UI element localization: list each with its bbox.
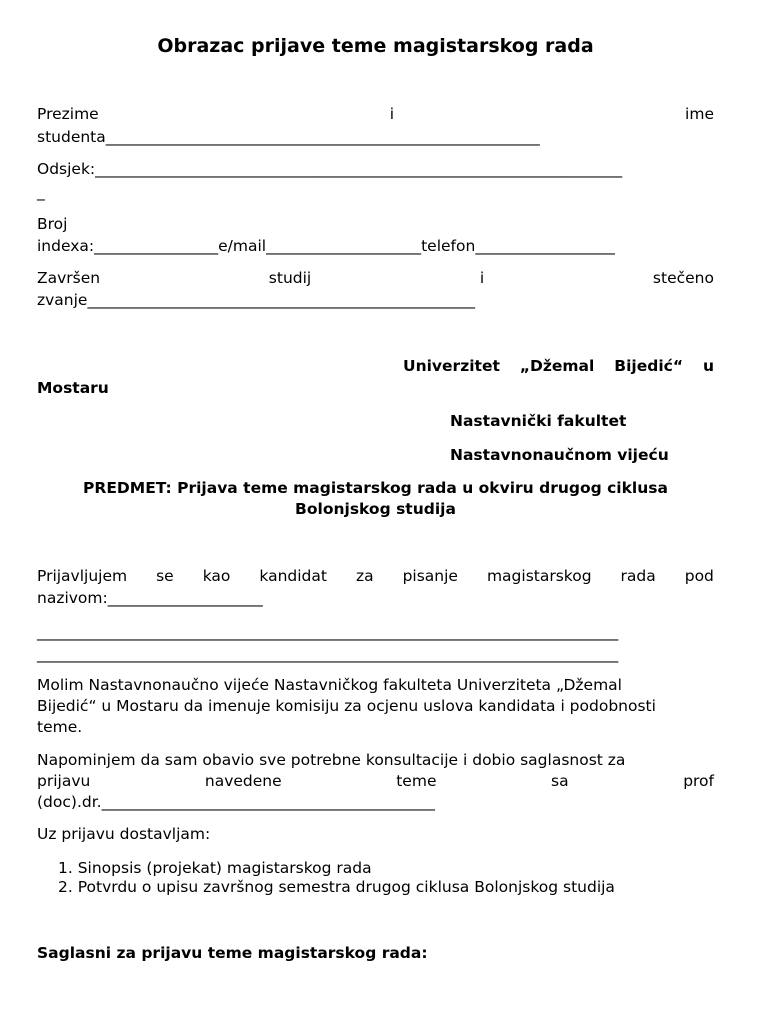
department-field-overflow: _: [37, 183, 45, 201]
council-name: Nastavnonaučnom vijeću: [450, 446, 669, 464]
word: stečeno: [652, 269, 714, 287]
university-city: Mostaru: [37, 379, 109, 397]
index-email-phone-fields[interactable]: indexa:________________e/mail____________________telefon__________________: [37, 237, 615, 255]
request-line-1: Molim Nastavnonaučno vijeće Nastavničkog fakulteta Univerziteta „Džemal: [37, 676, 622, 694]
word: rada: [620, 567, 656, 585]
subject-line-1: PREDMET: Prijava teme magistarskog rada u okviru drugog ciklusa: [83, 479, 668, 497]
attachments-intro: Uz prijavu dostavljam:: [37, 825, 211, 843]
list-item: 1. Sinopsis (projekat) magistarskog rada: [58, 859, 372, 877]
university-line: [403, 356, 714, 376]
word: Završen: [37, 269, 101, 287]
word: Bijedić“: [614, 357, 684, 375]
department-field[interactable]: Odsjek:____________________________________________________________________: [37, 160, 623, 178]
degree-field[interactable]: zvanje__________________________________________________: [37, 291, 475, 309]
faculty-name: Nastavnički fakultet: [450, 412, 627, 430]
subject-line-2: Bolonjskog studija: [295, 500, 456, 518]
word: studij: [268, 269, 312, 287]
word: Univerzitet: [403, 357, 500, 375]
word: i: [479, 269, 485, 287]
word: se: [156, 567, 174, 585]
word: i: [389, 105, 395, 123]
list-item: 2. Potvrdu o upisu završnog semestra drugog ciklusa Bolonjskog studija: [58, 878, 615, 896]
application-line-1: [37, 566, 714, 586]
word: kao: [202, 567, 231, 585]
thesis-title-blank-2[interactable]: ___________________________________________________________________________: [37, 645, 619, 663]
word: navedene: [204, 772, 282, 790]
word: kandidat: [259, 567, 327, 585]
word: ime: [685, 105, 714, 123]
word: teme: [396, 772, 437, 790]
word: pod: [684, 567, 714, 585]
degree-label-line: [37, 268, 714, 288]
word: magistarskog: [486, 567, 592, 585]
word: pisanje: [402, 567, 458, 585]
student-name-field[interactable]: studenta________________________________________________________: [37, 128, 540, 146]
thesis-title-field[interactable]: nazivom:____________________: [37, 589, 263, 607]
word: za: [355, 567, 374, 585]
mentor-field[interactable]: (doc).dr.___________________________________________: [37, 793, 435, 811]
word: Prezime: [37, 105, 99, 123]
student-name-label-line: [37, 104, 714, 124]
word: Prijavljujem: [37, 567, 128, 585]
word: u: [702, 357, 714, 375]
request-line-3: teme.: [37, 718, 83, 736]
thesis-title-blank-1[interactable]: ___________________________________________________________________________: [37, 623, 619, 641]
approval-heading: Saglasni za prijavu teme magistarskog rada:: [37, 944, 428, 962]
word: sa: [551, 772, 569, 790]
request-line-2: Bijedić“ u Mostaru da imenuje komisiju za ocjenu uslova kandidata i podobnosti: [37, 697, 656, 715]
consult-line-1: Napominjem da sam obavio sve potrebne konsultacije i dobio saglasnost za: [37, 751, 626, 769]
form-title: Obrazac prijave teme magistarskog rada: [157, 35, 594, 57]
word: prof: [683, 772, 714, 790]
word: prijavu: [37, 772, 91, 790]
index-label: Broj: [37, 215, 68, 233]
word: „Džemal: [519, 357, 595, 375]
consult-line-2: [37, 771, 714, 791]
